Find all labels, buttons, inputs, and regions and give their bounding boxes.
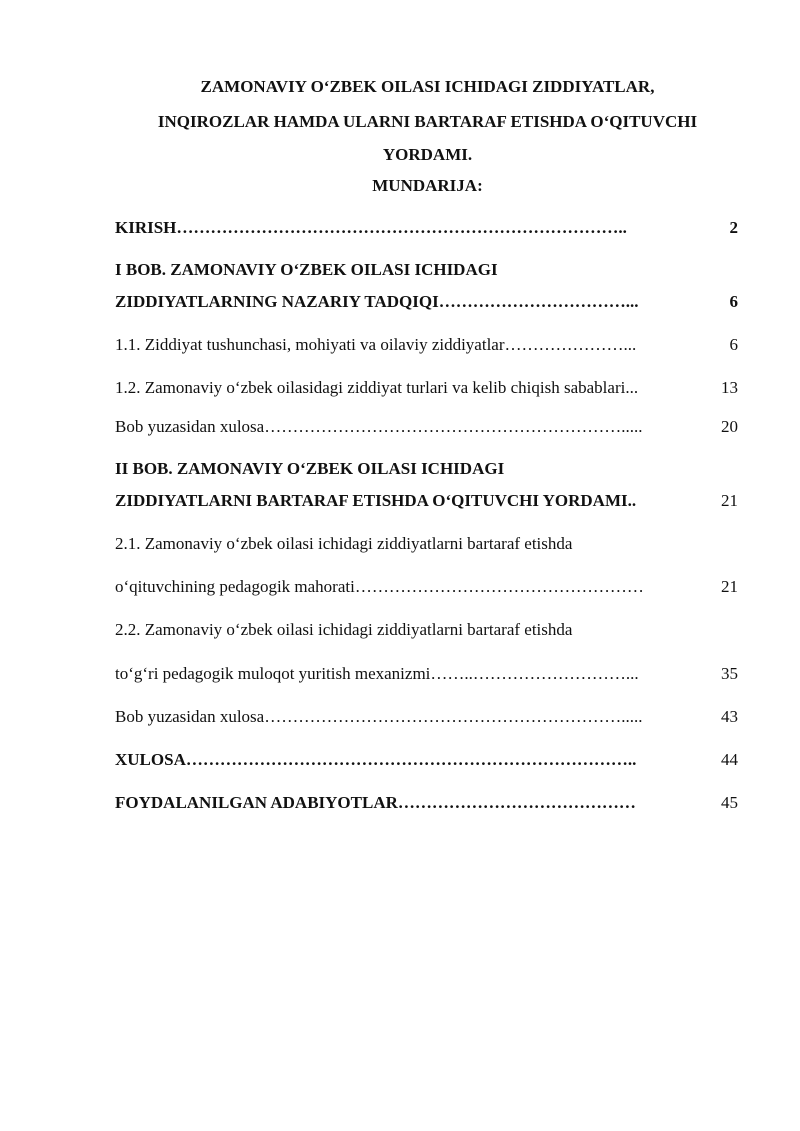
toc-entry-text: FOYDALANILGAN ADABIYOTLAR…………………………………… bbox=[115, 793, 636, 812]
toc-entry-text: to‘g‘ri pedagogik muloqot yuritish mexanizmi……..………………………... bbox=[115, 664, 639, 683]
toc-chapter-1[interactable] bbox=[115, 291, 740, 313]
toc-page-number: 13 bbox=[721, 378, 738, 397]
toc-page-number: 43 bbox=[721, 707, 738, 726]
toc-page-number: 21 bbox=[721, 577, 738, 596]
toc-entry-text: I BOB. ZAMONAVIY O‘ZBEK OILASI ICHIDAGI bbox=[115, 260, 498, 279]
toc-entry-text: Bob yuzasidan xulosa………………………………………………………..... bbox=[115, 417, 643, 436]
toc-page-number: 45 bbox=[721, 793, 738, 812]
toc-entry-text: 1.1. Ziddiyat tushunchasi, mohiyati va oilaviy ziddiyatlar…………………... bbox=[115, 335, 637, 354]
toc-page-number: 35 bbox=[721, 664, 738, 683]
toc-entry-text: ZIDDIYATLARNI BARTARAF ETISHDA O‘QITUVCHI YORDAMI.. bbox=[115, 491, 637, 510]
toc-section-1-1[interactable] bbox=[115, 334, 740, 356]
toc-entry-kirish[interactable] bbox=[115, 217, 740, 239]
toc-entry-adabiyotlar[interactable] bbox=[115, 792, 740, 814]
toc-entry-xulosa[interactable] bbox=[115, 749, 740, 771]
toc-entry-text: 2.1. Zamonaviy o‘zbek oilasi ichidagi ziddiyatlarni bartaraf etishda bbox=[115, 534, 573, 553]
document-title-line-1: ZAMONAVIY O‘ZBEK OILASI ICHIDAGI ZIDDIYATLAR, bbox=[200, 77, 655, 96]
toc-page-number: 2 bbox=[729, 218, 738, 237]
toc-section-2-1[interactable] bbox=[115, 576, 740, 598]
toc-entry-text: XULOSA…………………………………………………………………….. bbox=[115, 750, 637, 769]
toc-section-2-1-title bbox=[115, 533, 740, 555]
toc-page-number: 6 bbox=[729, 335, 738, 354]
toc-entry-text: 2.2. Zamonaviy o‘zbek oilasi ichidagi ziddiyatlarni bartaraf etishda bbox=[115, 620, 573, 639]
toc-section-1-2[interactable] bbox=[115, 377, 740, 399]
toc-entry-text: II BOB. ZAMONAVIY O‘ZBEK OILASI ICHIDAGI bbox=[115, 459, 505, 478]
contents-heading: MUNDARIJA: bbox=[372, 176, 483, 195]
toc-chapter-2[interactable] bbox=[115, 490, 740, 512]
toc-chapter-2-conclusion[interactable] bbox=[115, 706, 740, 728]
toc-page-number: 6 bbox=[729, 292, 738, 311]
toc-page-number: 21 bbox=[721, 491, 738, 510]
toc-entry-text: 1.2. Zamonaviy o‘zbek oilasidagi ziddiyat turlari va kelib chiqish sabablari... bbox=[115, 378, 639, 397]
toc-chapter-1-conclusion[interactable] bbox=[115, 416, 740, 438]
toc-chapter-1-title bbox=[115, 259, 740, 281]
document-title-line-2: INQIROZLAR HAMDA ULARNI BARTARAF ETISHDA O‘QITUVCHI bbox=[157, 112, 698, 131]
toc-chapter-2-title bbox=[115, 458, 740, 480]
toc-page-number: 20 bbox=[721, 417, 738, 436]
toc-entry-text: ZIDDIYATLARNING NAZARIY TADQIQI……………………………... bbox=[115, 292, 639, 311]
toc-page-number: 44 bbox=[721, 750, 738, 769]
toc-section-2-2[interactable] bbox=[115, 663, 740, 685]
toc-entry-text: o‘qituvchining pedagogik mahorati…………………………………………… bbox=[115, 577, 644, 596]
toc-entry-text: KIRISH…………………………………………………………………….. bbox=[115, 218, 627, 237]
toc-entry-text: Bob yuzasidan xulosa………………………………………………………..... bbox=[115, 707, 643, 726]
toc-section-2-2-title bbox=[115, 619, 740, 641]
document-title-line-3: YORDAMI. bbox=[382, 145, 473, 164]
